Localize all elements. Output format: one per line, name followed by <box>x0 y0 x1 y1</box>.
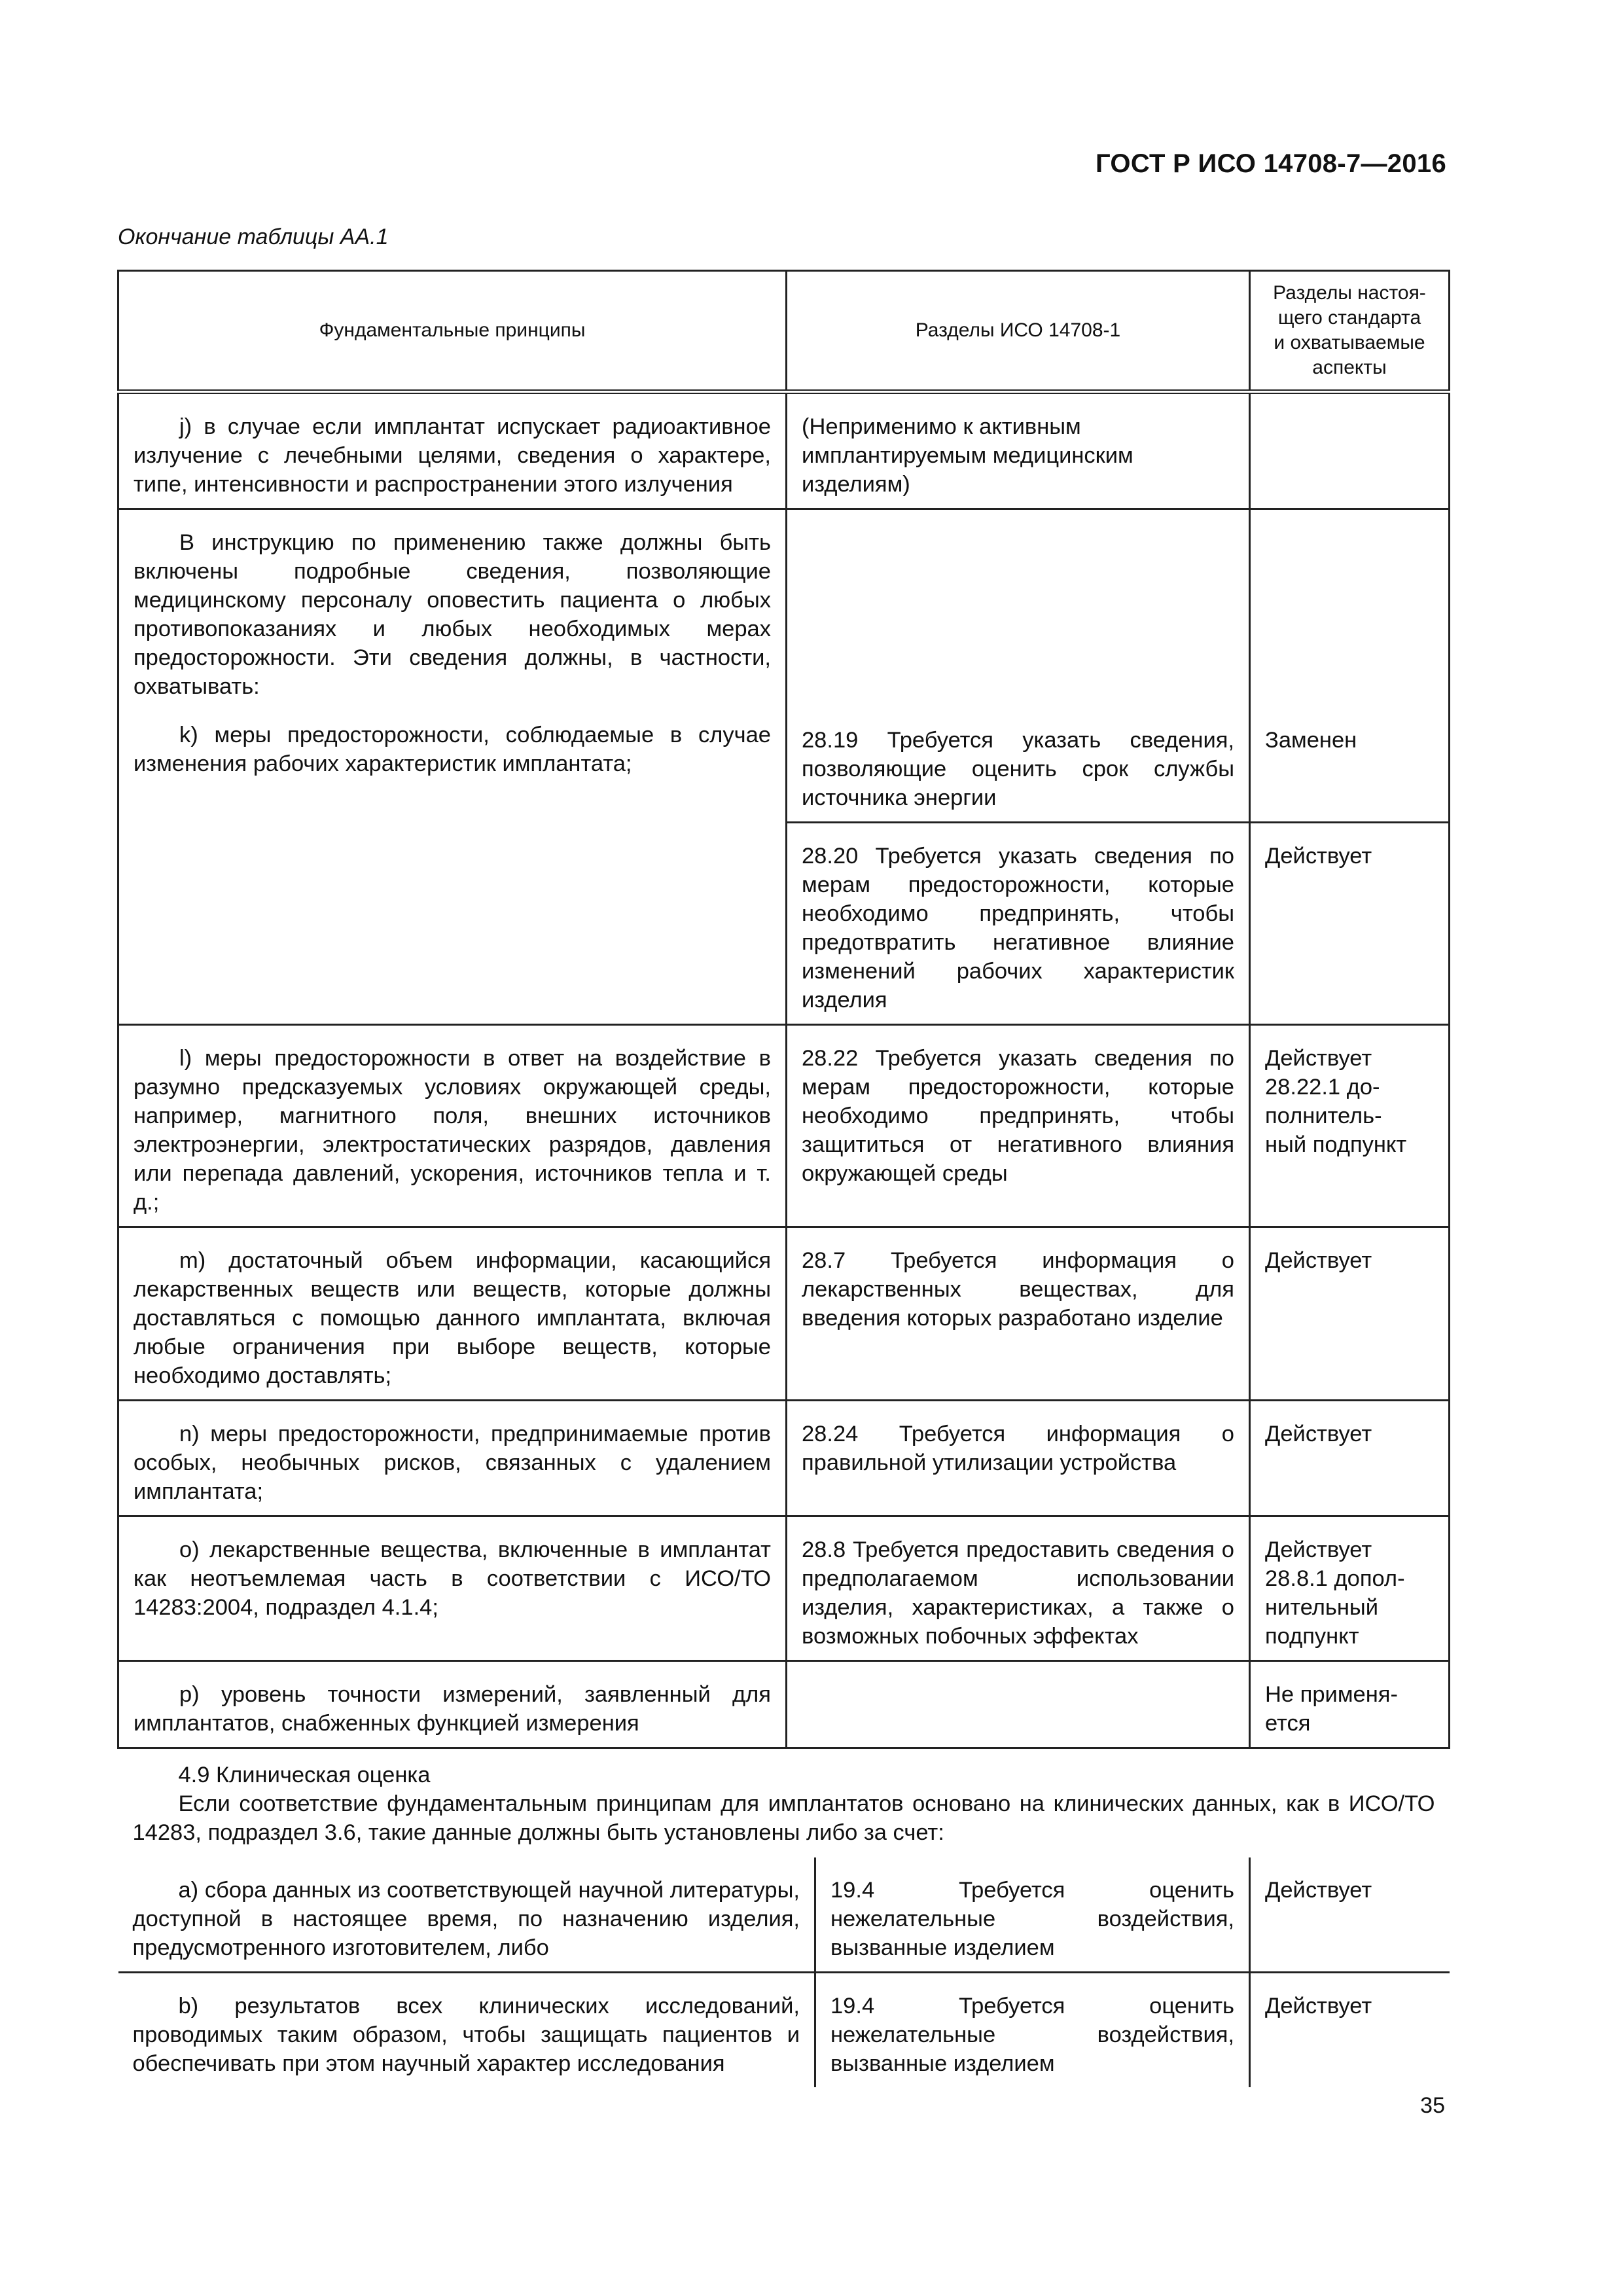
principle-cell <box>118 509 787 1025</box>
status-cell: Действует 28.8.1 допол- нительный подпункт <box>1250 1516 1450 1661</box>
iso-section-cell: 19.4 Требуется оценить нежелательные воздействия, вызванные изделием <box>815 1973 1250 2088</box>
column-header-standard-sections: Разделы настоя- щего стандарта и охватываемые аспекты <box>1250 271 1450 392</box>
principle-cell: o) лекарственные вещества, включенные в имплантат как неотъемлемая часть в соответствии с ИСО/ТО 14283:2004, подраздел 4.1.4; <box>118 1516 787 1661</box>
document-code: ГОСТ Р ИСО 14708-7—2016 <box>1095 149 1446 178</box>
principle-cell: l) меры предосторожности в ответ на воздействие в разумно предсказуемых условиях окружающей среды, например, магнитного поля, внешних источников электроэнергии, электростатических разрядов, давления или перепада давлений, ускорения, источников тепла и т. д.; <box>118 1025 787 1227</box>
table-row <box>118 1973 1450 2088</box>
principle-cell: m) достаточный объем информации, касающийся лекарственных веществ или веществ, которые должны доставляться с помощью данного имплантата, включая любые ограничения при выборе веществ, которые необходимо доставлять; <box>118 1227 787 1401</box>
table-row <box>118 1025 1450 1227</box>
principle-cell: n) меры предосторожности, предпринимаемые против особых, необычных рисков, связанных с удалением имплантата; <box>118 1401 787 1516</box>
status-cell: Действует <box>1250 1973 1450 2088</box>
table-row <box>118 1857 1450 1973</box>
iso-section-cell: (Неприменимо к активным имплантируемым медицинским изделиям) <box>787 392 1250 509</box>
status-cell: Действует <box>1250 823 1450 1025</box>
page-number: 35 <box>1420 2093 1445 2118</box>
table-caption: Окончание таблицы АА.1 <box>118 224 389 249</box>
iso-section-cell: 28.24 Требуется информация о правильной утилизации устройства <box>787 1401 1250 1516</box>
iso-section-cell: 28.22 Требуется указать сведения по мерам предосторожности, которые необходимо предпринять, чтобы защититься от негативного влияния окружающей среды <box>787 1025 1250 1227</box>
status-cell: Действует <box>1250 1401 1450 1516</box>
table-row <box>118 509 1450 823</box>
table-row <box>118 1227 1450 1401</box>
principle-cell: b) результатов всех клинических исследований, проводимых таким образом, чтобы защищать пациентов и обеспечивать при этом научный характер исследования <box>118 1973 815 2088</box>
iso-section-cell <box>787 509 1250 823</box>
principle-k-text: k) меры предосторожности, соблюдаемые в случае изменения рабочих характеристик имплантата; <box>134 723 771 776</box>
table-row <box>118 1401 1450 1516</box>
iso-section-cell <box>787 1661 1250 1748</box>
status-cell: Действует <box>1265 1878 1372 1903</box>
clinical-subtable <box>118 1857 1450 2087</box>
status-cell <box>1250 509 1450 823</box>
clinical-evaluation-section <box>118 1748 1450 2088</box>
status-cell: Действует <box>1250 1227 1450 1401</box>
column-header-principles: Фундаментальные принципы <box>118 271 787 392</box>
clinical-evaluation-cell <box>118 1748 1450 2088</box>
column-header-iso-sections: Разделы ИСО 14708-1 <box>787 271 1250 392</box>
table-row <box>118 392 1450 509</box>
status-cell <box>1250 392 1450 509</box>
principles-table <box>117 270 1450 2087</box>
instructions-intro-text: В инструкцию по применению также должны быть включены подробные сведения, позволяющие медицинскому персоналу оповестить пациента о любых противопоказаниях и любых необходимых мерах предосторожности. Эти сведения должны, в частности, охватывать: <box>134 530 771 699</box>
principle-cell: p) уровень точности измерений, заявленный для имплантатов, снабженных функцией измерения <box>118 1661 787 1748</box>
clinical-intro: Если соответствие фундаментальным принципам для имплантатов основано на клинических данных, как в ИСО/ТО 14283, подраздел 3.6, такие данные должны быть установлены либо за счет: <box>132 1791 1435 1845</box>
status-cell: Не применя- ется <box>1250 1661 1450 1748</box>
clinical-heading: 4.9 Клиническая оценка <box>178 1763 431 1787</box>
table-row <box>118 1661 1450 1748</box>
iso-section-cell: 28.8 Требуется предоставить сведения о предполагаемом использовании изделия, характеристиках, а также о возможных побочных эффектах <box>787 1516 1250 1661</box>
principle-cell: a) сбора данных из соответствующей научной литературы, доступной в настоящее время, по назначению изделия, предусмотренного изготовителем, либо <box>132 1878 800 1960</box>
clinical-evaluation-header <box>118 1749 1450 1857</box>
iso-section-cell: 28.7 Требуется информация о лекарственных веществах, для введения которых разработано изделие <box>787 1227 1250 1401</box>
iso-section-cell: 28.20 Требуется указать сведения по мерам предосторожности, которые необходимо предпринять, чтобы предотвратить негативное влияние изменений рабочих характеристик изделия <box>787 823 1250 1025</box>
status-text: Заменен <box>1265 728 1357 753</box>
iso-section-cell: 19.4 Требуется оценить нежелательные воздействия, вызванные изделием <box>815 1857 1250 1973</box>
table-header-row <box>118 271 1450 392</box>
iso-section-text: 28.19 Требуется указать сведения, позволяющие оценить срок службы источника энергии <box>802 728 1234 810</box>
status-cell: Действует 28.22.1 до- полнитель- ный подпункт <box>1250 1025 1450 1227</box>
principle-cell: j) в случае если имплантат испускает радиоактивное излучение с лечебными целями, сведения о характере, типе, интенсивности и распространении этого излучения <box>118 392 787 509</box>
table-row <box>118 1516 1450 1661</box>
